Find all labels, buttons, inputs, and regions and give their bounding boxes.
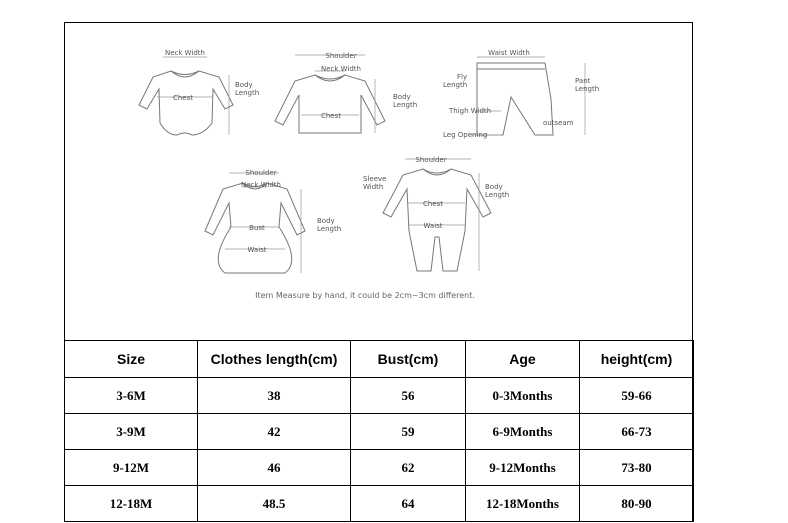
measurement-diagram	[65, 23, 692, 340]
label-leg-opening: Leg Opening	[443, 131, 488, 139]
label-outseam: outseam	[543, 119, 574, 127]
label-chest-1: Chest	[172, 94, 194, 102]
table-row	[65, 414, 694, 450]
label-waist-width: Waist Width	[488, 49, 530, 57]
header-bust: Bust(cm)	[351, 341, 466, 378]
cell-bust: 56	[351, 378, 466, 414]
measurement-note: Item Measure by hand, it could be 2cm~3cm different.	[255, 291, 475, 300]
label-fly-length-b: Length	[443, 81, 468, 89]
label-body-length-3b: Length	[317, 225, 342, 233]
label-waist-3: Waist	[247, 246, 267, 254]
size-table	[64, 340, 694, 522]
label-bust-3: Bust	[249, 224, 265, 232]
label-body-length-4a: Body	[485, 183, 503, 191]
measurement-illustrations	[65, 23, 692, 340]
cell-height: 59-66	[580, 378, 694, 414]
cell-height: 73-80	[580, 450, 694, 486]
label-body-length-1a: Body	[235, 81, 253, 89]
table-row	[65, 378, 694, 414]
cell-bust: 59	[351, 414, 466, 450]
table-row	[65, 486, 694, 522]
shirt-illustration	[275, 75, 385, 133]
cell-age: 6-9Months	[466, 414, 580, 450]
header-age: Age	[466, 341, 580, 378]
header-clothes-length: Clothes length(cm)	[198, 341, 351, 378]
label-sleeve-width-a: Sleeve	[363, 175, 387, 183]
label-fly-length-a: Fly	[457, 73, 468, 81]
cell-clothes-length: 38	[198, 378, 351, 414]
cell-bust: 62	[351, 450, 466, 486]
cell-age: 9-12Months	[466, 450, 580, 486]
label-shoulder-2: Shoulder	[325, 52, 357, 60]
size-chart-frame	[64, 22, 693, 522]
label-body-length-2b: Length	[393, 101, 418, 109]
header-size: Size	[65, 341, 198, 378]
cell-height: 80-90	[580, 486, 694, 522]
label-neck-width-3: Neck Width	[240, 181, 282, 189]
cell-size: 3-6M	[65, 378, 198, 414]
table-header-row	[65, 341, 694, 378]
label-chest-2: Chest	[320, 112, 342, 120]
cell-height: 66-73	[580, 414, 694, 450]
header-height: height(cm)	[580, 341, 694, 378]
label-pant-length-b: Length	[575, 85, 600, 93]
label-sleeve-width-b: Width	[363, 183, 384, 191]
label-body-length-4b: Length	[485, 191, 510, 199]
table-row	[65, 450, 694, 486]
cell-age: 12-18Months	[466, 486, 580, 522]
cell-clothes-length: 42	[198, 414, 351, 450]
romper-illustration	[383, 169, 491, 271]
label-neck-width-1: Neck Width	[164, 49, 206, 57]
cell-clothes-length: 48.5	[198, 486, 351, 522]
label-body-length-3a: Body	[317, 217, 335, 225]
cell-age: 0-3Months	[466, 378, 580, 414]
label-body-length-2a: Body	[393, 93, 411, 101]
label-shoulder-4: Shoulder	[415, 156, 447, 164]
label-body-length-1b: Length	[235, 89, 260, 97]
cell-clothes-length: 46	[198, 450, 351, 486]
label-thigh-width: Thigh Width	[449, 107, 492, 115]
cell-bust: 64	[351, 486, 466, 522]
bodysuit-illustration	[139, 71, 233, 135]
cell-size: 12-18M	[65, 486, 198, 522]
cell-size: 9-12M	[65, 450, 198, 486]
label-chest-4: Chest	[422, 200, 444, 208]
cell-size: 3-9M	[65, 414, 198, 450]
label-pant-length-a: Pant	[575, 77, 591, 85]
label-shoulder-3: Shoulder	[245, 169, 277, 177]
label-neck-width-2: Neck Width	[320, 65, 362, 73]
pants-illustration	[477, 63, 553, 135]
label-waist-4: Waist	[423, 222, 443, 230]
